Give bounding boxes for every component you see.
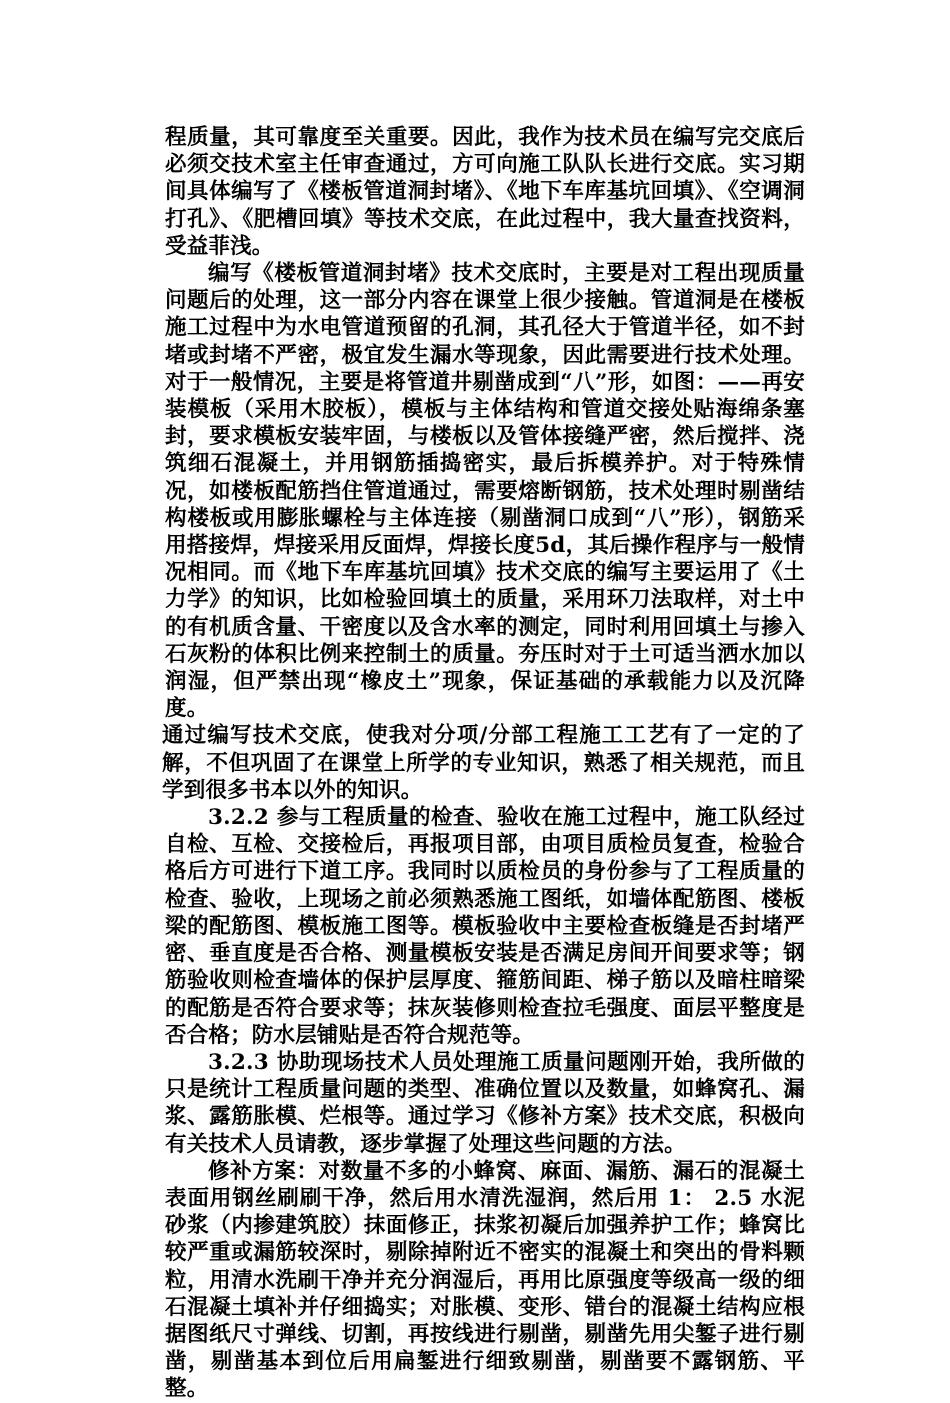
paragraph-3: 通过编写技术交底，使我对分项/分部工程施工工艺有了一定的了解，不但巩固了在课堂上所学的专业知识，熟悉了相关规范，而且学到很多书本以外的知识。 [162, 723, 805, 803]
body-text [162, 124, 805, 1403]
paragraph-5: 3.2.3 协助现场技术人员处理施工质量问题刚开始，我所做的只是统计工程质量问题的类型、准确位置以及数量，如蜂窝孔、漏浆、露筋胀模、烂根等。通过学习《修补方案》技术交底，积极向有关技术人员请教，逐步掌握了处理这些问题的方法。 [165, 1049, 805, 1157]
paragraph-2: 编写《楼板管道洞封堵》技术交底时，主要是对工程出现质量问题后的处理，这一部分内容在课堂上很少接触。管道洞是在楼板施工过程中为水电管道预留的孔洞，其孔径大于管道半径，如不封堵或封堵不严密，极宜发生漏水等现象，因此需要进行技术处理。对于一般情况，主要是将管道井剔凿成到“八”形，如图：——再安装模板（采用木胶板），模板与主体结构和管道交接处贴海绵条塞封，要求模板安装牢固，与楼板以及管体接缝严密，然后搅拌、浇筑细石混凝土，并用钢筋插捣密实，最后拆模养护。对于特殊情况，如楼板配筋挡住管道通过，需要熔断钢筋，技术处理时剔凿结构楼板或用膨胀螺栓与主体连接（剔凿洞口成到“八”形），钢筋采用搭接焊，焊接采用反面焊，焊接长度5d，其后操作程序与一般情况相同。而《地下车库基坑回填》技术交底的编写主要运用了《土力学》的知识，比如检验回填土的质量，采用环刀法取样，对土中的有机质含量、干密度以及含水率的测定，同时利用回填土与掺入石灰粉的体积比例来控制土的质量。夯压时对于土可适当洒水加以润湿，但严禁出现“橡皮土”现象，保证基础的承载能力以及沉降度。 [165, 261, 805, 722]
paragraph-1: 程质量，其可靠度至关重要。因此，我作为技术员在编写完交底后必须交技术室主任审查通过，方可向施工队队长进行交底。实习期间具体编写了《楼板管道洞封堵》、《地下车库基坑回填》、《空调洞打孔》、《肥槽回填》等技术交底，在此过程中，我大量查找资料，受益菲浅。 [165, 125, 805, 259]
paragraph-6: 修补方案：对数量不多的小蜂窝、麻面、漏筋、漏石的混凝土表面用钢丝刷刷干净，然后用水清洗湿润，然后用 1： 2.5 水泥砂浆（内掺建筑胶）抹面修正，抹浆初凝后加强养护工作；蜂窝比较严重或漏筋较深时，剔除掉附近不密实的混凝土和突出的骨料颗粒，用清水洗刷干净并充分润湿后，再用比原强度等级高一级的细石混凝土填补并仔细捣实；对胀模、变形、错台的混凝土结构应根据图纸尺寸弹线、切割，再按线进行剔凿，剔凿先用尖錾子进行剔凿，剔凿基本到位后用扁錾进行细致剔凿，剔凿要不露钢筋、平整。 [165, 1158, 805, 1402]
paragraph-4: 3.2.2 参与工程质量的检查、验收在施工过程中，施工队经过自检、互检、交接检后，再报项目部，由项目质检员复查，检验合格后方可进行下道工序。我同时以质检员的身份参与了工程质量的检查、验收，上现场之前必须熟悉施工图纸，如墙体配筋图、楼板梁的配筋图、模板施工图等。模板验收中主要检查板缝是否封堵严密、垂直度是否合格、测量模板安装是否满足房间开间要求等；钢筋验收则检查墙体的保护层厚度、箍筋间距、梯子筋以及暗柱暗梁的配筋是否符合要求等；抹灰装修则检查拉毛强度、面层平整度是否合格；防水层铺贴是否符合规范等。 [165, 805, 805, 1048]
